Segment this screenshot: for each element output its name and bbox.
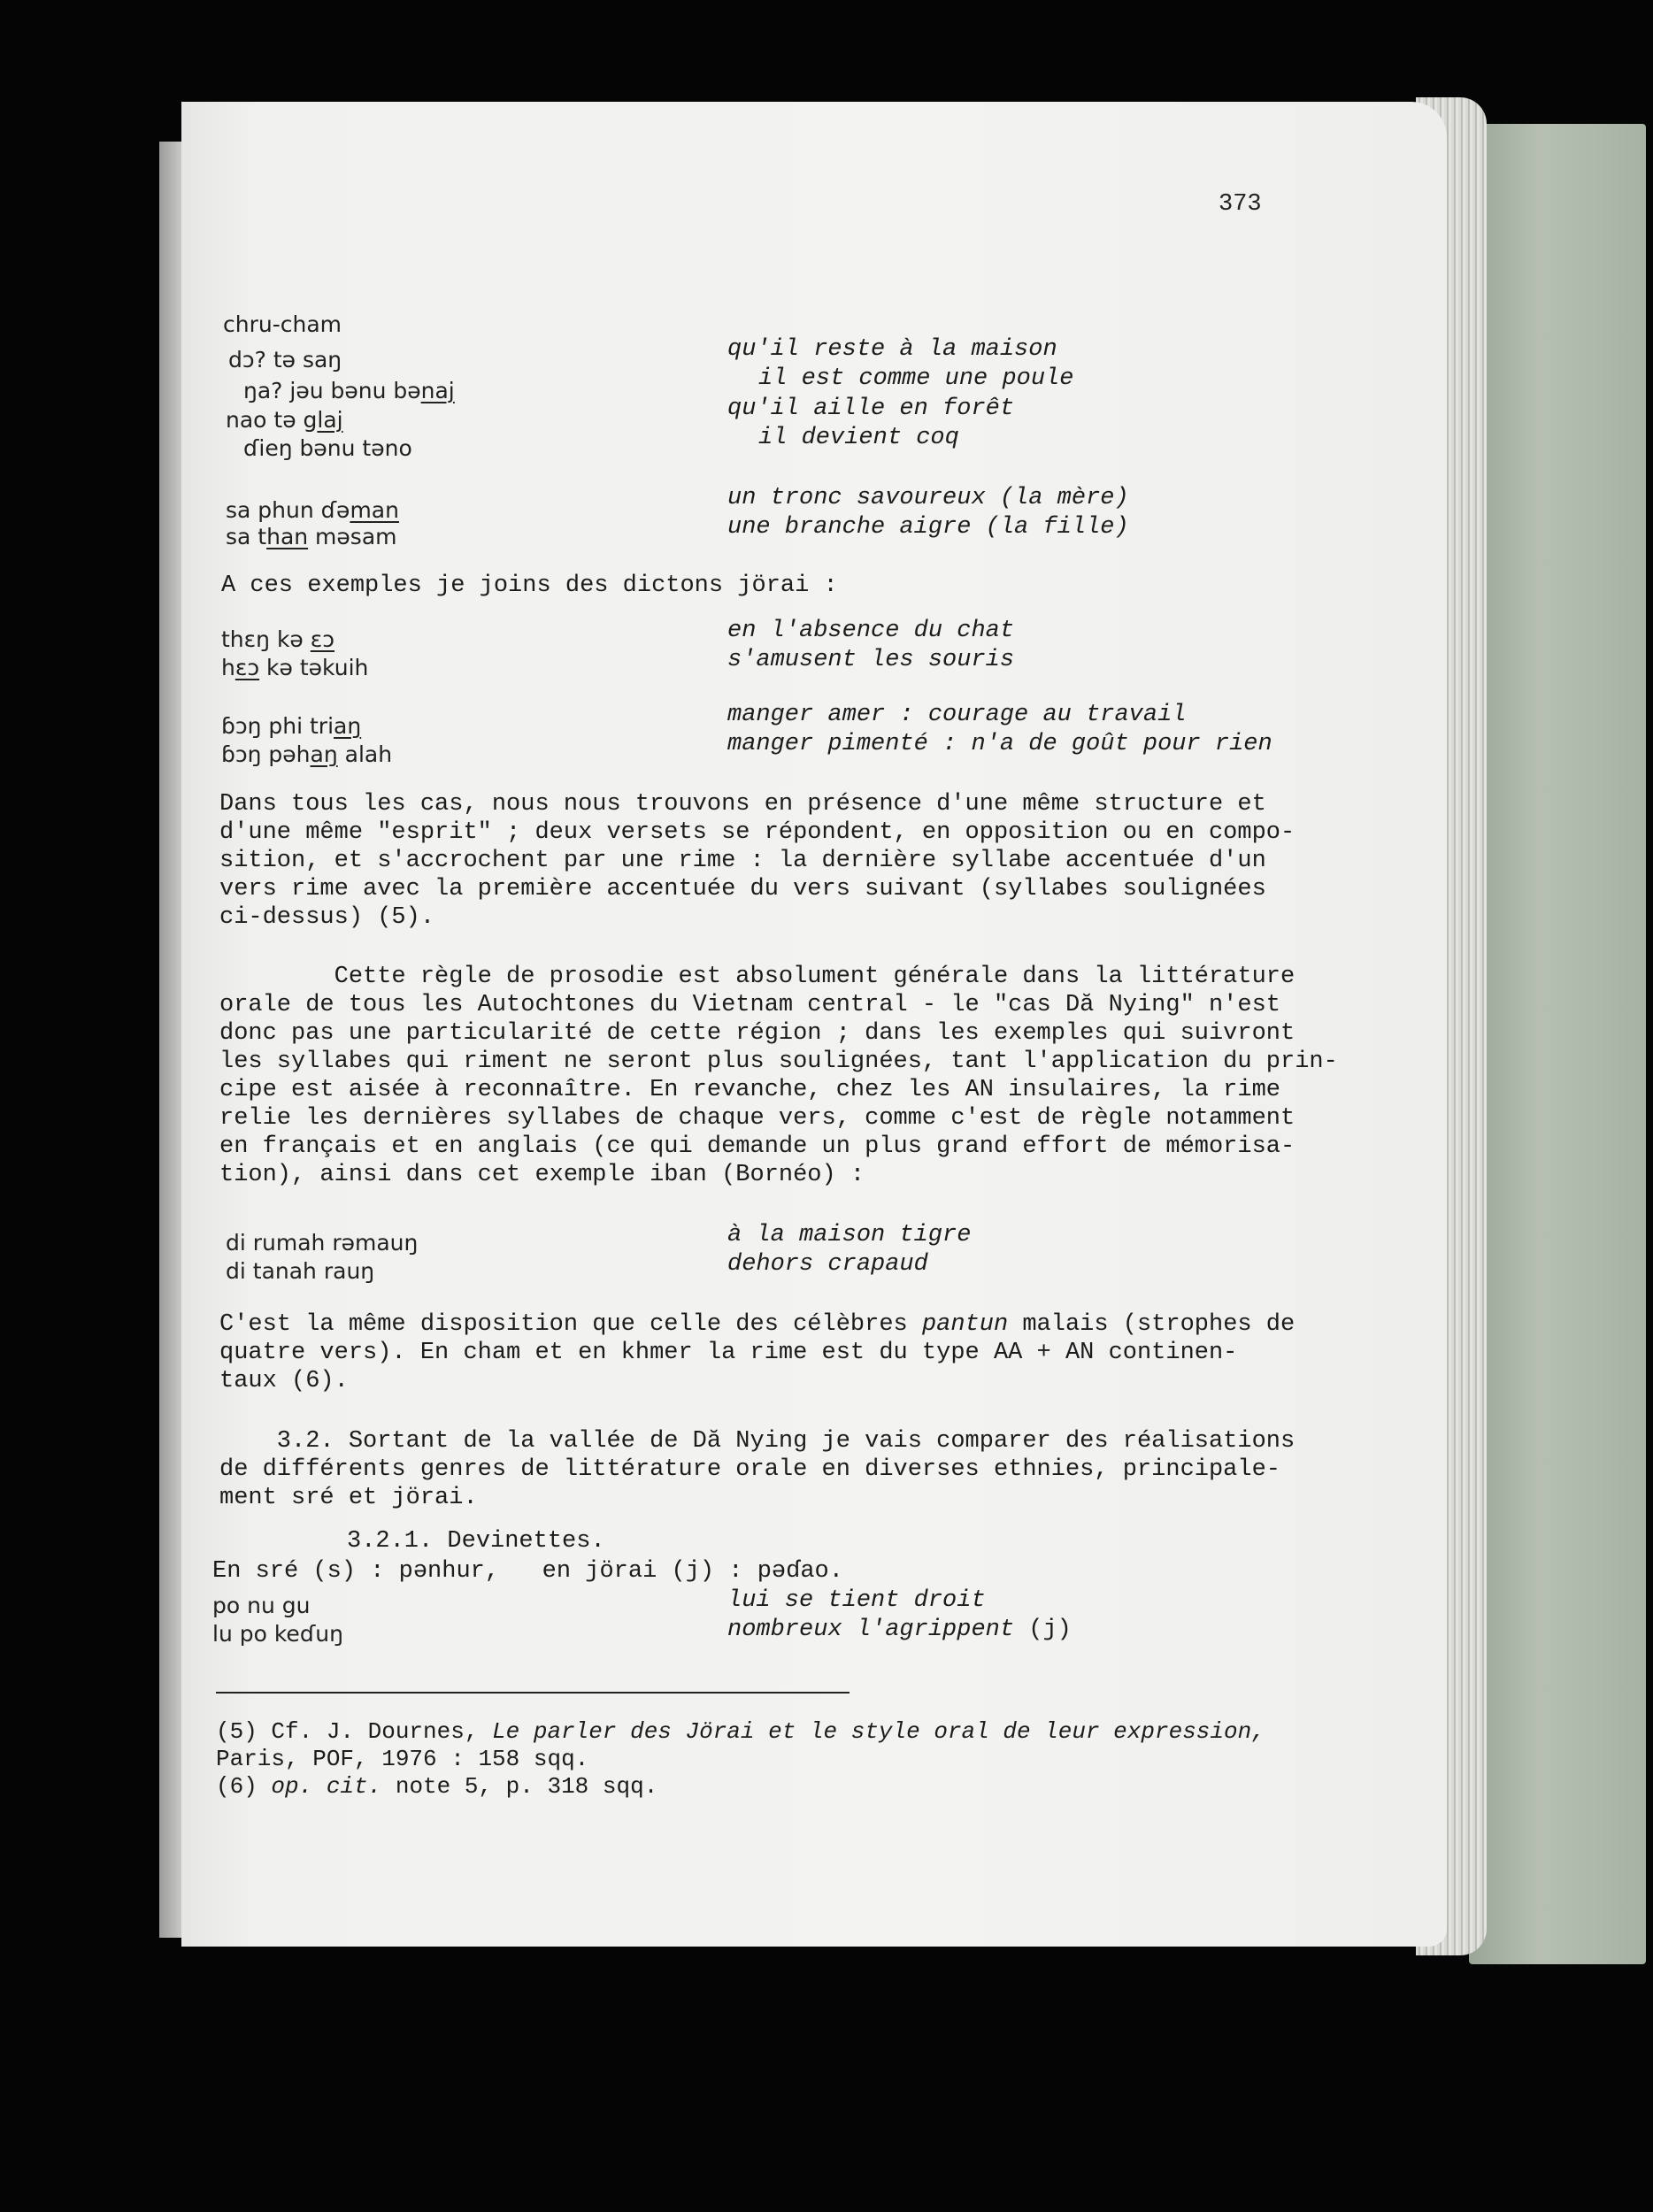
verse-translation: il est comme une poule [758, 365, 1074, 392]
dicton-line: thɛŋ kə ɛɔ [221, 626, 335, 652]
riddle-line: po nu gu [212, 1593, 311, 1618]
verse-line: chru-cham [223, 311, 342, 337]
iban-line: di rumah rəmauŋ [226, 1230, 419, 1256]
book-cover-edge [1469, 124, 1646, 1964]
riddle-translation: nombreux l'agrippent (j) [727, 1617, 1072, 1643]
verse-line: dɔ? tə saŋ [228, 347, 342, 373]
verse-line: nao tə glaj [226, 407, 343, 433]
paragraph-line: donc pas une particularité de cette région ; dans les exemples qui suivront [219, 1020, 1295, 1047]
paragraph-line: 3.2. Sortant de la vallée de Dă Nying je vais comparer des réalisations [219, 1428, 1295, 1455]
verse-line: sa phun ɗəman [226, 497, 399, 523]
verse-translation: qu'il aille en forêt [727, 396, 1015, 422]
paragraph-line: sition, et s'accrochent par une rime : la dernière syllabe accentuée d'un [219, 848, 1266, 874]
paragraph-line: les syllabes qui riment ne seront plus soulignées, tant l'application du prin- [219, 1048, 1338, 1075]
paragraph-line: tion), ainsi dans cet exemple iban (Bornéo) : [219, 1162, 865, 1188]
paragraph-line: ment sré et jörai. [219, 1485, 478, 1511]
riddle-line: lu po keɗuŋ [212, 1621, 343, 1647]
paragraph-line: Dans tous les cas, nous nous trouvons en présence d'une même structure et [219, 791, 1266, 818]
dicton-translation: manger pimenté : n'a de goût pour rien [727, 731, 1272, 757]
paragraph-line: orale de tous les Autochtones du Vietnam central - le "cas Dă Nying" n'est [219, 992, 1280, 1018]
dicton-line: hɛɔ kə təkuih [221, 655, 369, 680]
paragraph-line: quatre vers). En cham et en khmer la rime est du type AA + AN continen- [219, 1340, 1238, 1366]
dicton-translation: manger amer : courage au travail [727, 702, 1187, 728]
paragraph-line: ci-dessus) (5). [219, 904, 435, 931]
devinettes-intro: En sré (s) : pənhur, en jörai (j) : pəɗao. [212, 1558, 843, 1585]
verse-translation: une branche aigre (la fille) [727, 514, 1129, 541]
verse-line: ŋa? jəu bənu bənaj [243, 378, 455, 403]
verse-line: ɗieŋ bənu təno [243, 435, 412, 461]
verse-translation: un tronc savoureux (la mère) [727, 485, 1129, 511]
footnote-6: (6) op. cit. note 5, p. 318 sqq. [216, 1773, 658, 1800]
iban-translation: à la maison tigre [727, 1222, 972, 1248]
dicton-translation: s'amusent les souris [727, 647, 1015, 673]
dicton-line: ɓɔŋ phi triaŋ [221, 713, 362, 739]
iban-line: di tanah rauŋ [226, 1258, 375, 1284]
paragraph-line: vers rime avec la première accentuée du vers suivant (syllabes soulignées [219, 876, 1266, 902]
verse-line: sa than məsam [226, 524, 397, 549]
section-heading: 3.2.1. Devinettes. [347, 1528, 605, 1555]
dicton-translation: en l'absence du chat [727, 618, 1015, 644]
dicton-line: ɓɔŋ pəhaŋ alah [221, 741, 393, 767]
verse-translation: il devient coq [758, 425, 959, 451]
page-number: 373 [1219, 191, 1262, 218]
footnote-5: (5) Cf. J. Dournes, Le parler des Jörai et le style oral de leur expression, [216, 1718, 1265, 1745]
intro-dictons: A ces exemples je joins des dictons jörai : [221, 572, 838, 599]
footnote-rule [216, 1692, 850, 1694]
paragraph-line: de différents genres de littérature orale en diverses ethnies, principale- [219, 1456, 1280, 1483]
paragraph-line: relie les dernières syllabes de chaque vers, comme c'est de règle notamment [219, 1105, 1295, 1132]
riddle-translation: lui se tient droit [727, 1587, 986, 1614]
paragraph-line: d'une même "esprit" ; deux versets se répondent, en opposition ou en compo- [219, 819, 1295, 846]
paragraph-line: taux (6). [219, 1368, 349, 1394]
paragraph-line: en français et en anglais (ce qui demande un plus grand effort de mémorisa- [219, 1133, 1295, 1160]
paragraph-line: Cette règle de prosodie est absolument générale dans la littérature [219, 964, 1295, 990]
footnote-5-cont: Paris, POF, 1976 : 158 sqq. [216, 1746, 589, 1772]
verse-translation: qu'il reste à la maison [727, 336, 1057, 363]
iban-translation: dehors crapaud [727, 1251, 928, 1278]
paragraph-line: C'est la même disposition que celle des célèbres pantun malais (strophes de [219, 1311, 1295, 1338]
paragraph-line: cipe est aisée à reconnaître. En revanche, chez les AN insulaires, la rime [219, 1077, 1280, 1103]
